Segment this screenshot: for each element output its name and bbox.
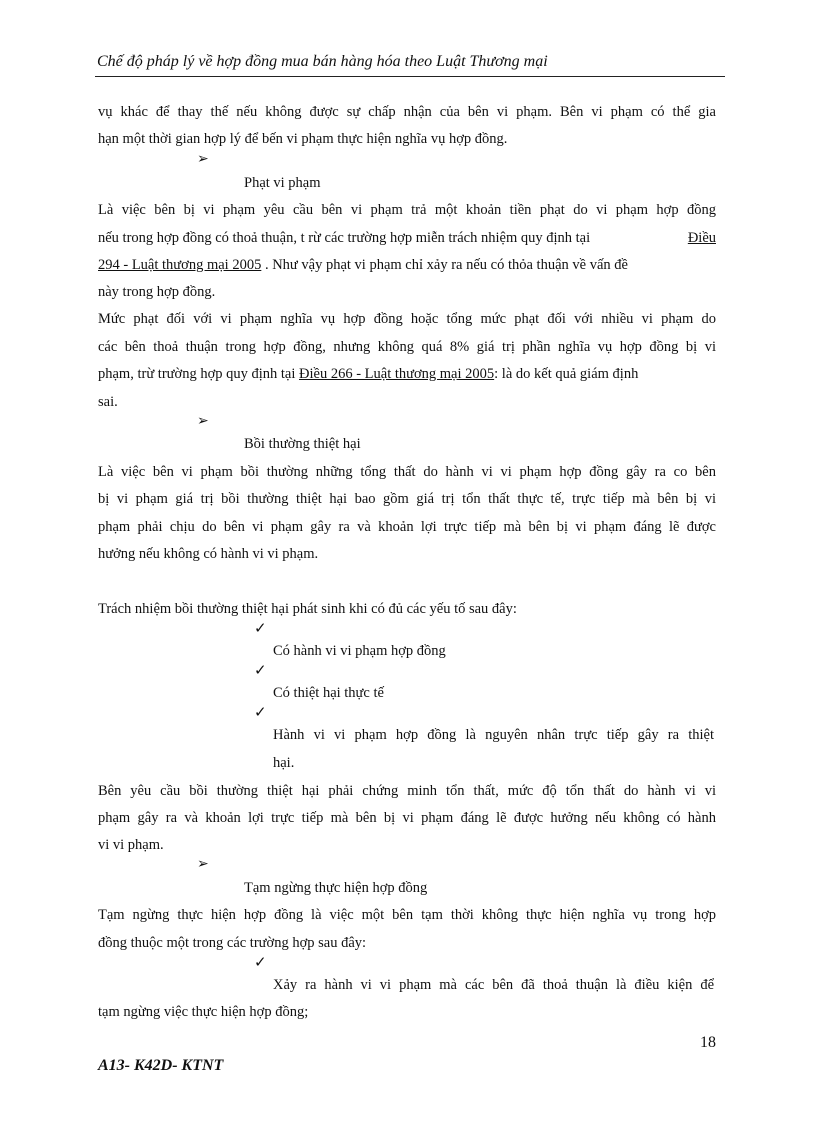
- text-line: Bên yêu cầu bồi thường thiệt hại phải chứng minh tổn thất, mức độ tổn thất do hành vi vi: [98, 783, 716, 799]
- arrow-bullet-icon: ➢: [197, 152, 209, 167]
- page-footer: A13- K42D- KTNT: [98, 1057, 224, 1074]
- section-heading: Bồi thường thiệt hại: [244, 436, 361, 452]
- text-line: [98, 257, 628, 274]
- check-bullet-icon: ✓: [254, 705, 267, 721]
- law-reference-link[interactable]: 294 - Luật thương mại 2005: [98, 257, 262, 273]
- section-heading: Tạm ngừng thực hiện hợp đồng: [244, 880, 428, 896]
- arrow-bullet-icon: ➢: [197, 857, 209, 872]
- text-line: này trong hợp đồng.: [98, 284, 216, 300]
- text-line: Là việc bên vi phạm bồi thường những tổng thất do hành vi vi phạm hợp đồng gây ra co bên: [98, 464, 716, 480]
- text-segment: nếu trong hợp đồng có thoả thuận, t rừ các trường hợp miễn trách nhiệm quy định tại: [98, 230, 591, 246]
- text-line: Mức phạt đối với vi phạm nghĩa vụ hợp đồng hoặc tổng mức phạt đối với nhiều vi phạm do: [98, 311, 716, 327]
- text-line: hưởng nếu không có hành vi vi phạm.: [98, 546, 319, 562]
- text-segment: : là do kết quả giám định: [494, 366, 639, 382]
- checklist-item: Có thiệt hại thực tế: [273, 685, 384, 701]
- text-line: bị vi phạm giá trị bồi thường thiệt hại bao gồm giá trị tổn thất thực tế, trực tiếp mà bên bị vi: [98, 491, 716, 507]
- check-bullet-icon: ✓: [254, 621, 267, 637]
- text-line: Tạm ngừng thực hiện hợp đồng là việc một bên tạm thời không thực hiện nghĩa vụ trong hợp: [98, 907, 716, 923]
- text-segment: phạm, trừ trường hợp quy định tại: [98, 366, 300, 382]
- page-header-title: Chế độ pháp lý về hợp đồng mua bán hàng hóa theo Luật Thương mại: [97, 53, 548, 70]
- check-bullet-icon: ✓: [254, 663, 267, 679]
- text-segment: . Như vậy phạt vi phạm chỉ xảy ra nếu có thỏa thuận về vấn đề: [261, 257, 628, 273]
- header-divider: [95, 76, 725, 77]
- text-line: phạm gây ra và khoản lợi trực tiếp mà bên bị vi phạm đáng lẽ được hưởng nếu không có hành: [98, 810, 716, 826]
- text-line: phạm phải chịu do bên vi phạm gây ra và khoản lợi trực tiếp mà bên bị vi phạm đáng lẽ được: [98, 519, 716, 535]
- checklist-item-continuation: hại.: [273, 755, 295, 771]
- text-line: Là việc bên bị vi phạm yêu cầu bên vi phạm trả một khoản tiền phạt do vi phạm hợp đồng: [98, 202, 716, 218]
- checklist-item-continuation: tạm ngừng việc thực hiện hợp đồng;: [98, 1004, 309, 1020]
- text-line: đồng thuộc một trong các trường hợp sau đây:: [98, 935, 367, 951]
- text-line: [98, 230, 716, 247]
- text-line: sai.: [98, 394, 118, 410]
- law-reference-link[interactable]: Điều 266 - Luật thương mại 2005: [299, 366, 495, 382]
- text-line: vi vi phạm.: [98, 837, 164, 853]
- text-line: các bên thoả thuận trong hợp đồng, nhưng không quá 8% giá trị phần nghĩa vụ hợp đồng bị vi: [98, 339, 716, 355]
- text-line: vụ khác để thay thế nếu không được sự chấp nhận của bên vi phạm. Bên vi phạm có thể gia: [98, 104, 716, 120]
- text-line: [98, 366, 638, 383]
- page-number: 18: [700, 1034, 716, 1051]
- checklist-item: Có hành vi vi phạm hợp đồng: [273, 643, 446, 659]
- checklist-item: Hành vi vi phạm hợp đồng là nguyên nhân trực tiếp gây ra thiệt: [273, 727, 714, 743]
- checklist-item: Xảy ra hành vi vi phạm mà các bên đã thoả thuận là điều kiện để: [273, 977, 714, 993]
- arrow-bullet-icon: ➢: [197, 414, 209, 429]
- text-line: hạn một thời gian hợp lý để bến vi phạm thực hiện nghĩa vụ hợp đồng.: [98, 131, 508, 147]
- text-line: Trách nhiệm bồi thường thiệt hại phát sinh khi có đủ các yếu tố sau đây:: [98, 601, 517, 617]
- check-bullet-icon: ✓: [254, 955, 267, 971]
- law-reference-link[interactable]: Điều: [687, 230, 716, 246]
- section-heading: Phạt vi phạm: [244, 175, 321, 191]
